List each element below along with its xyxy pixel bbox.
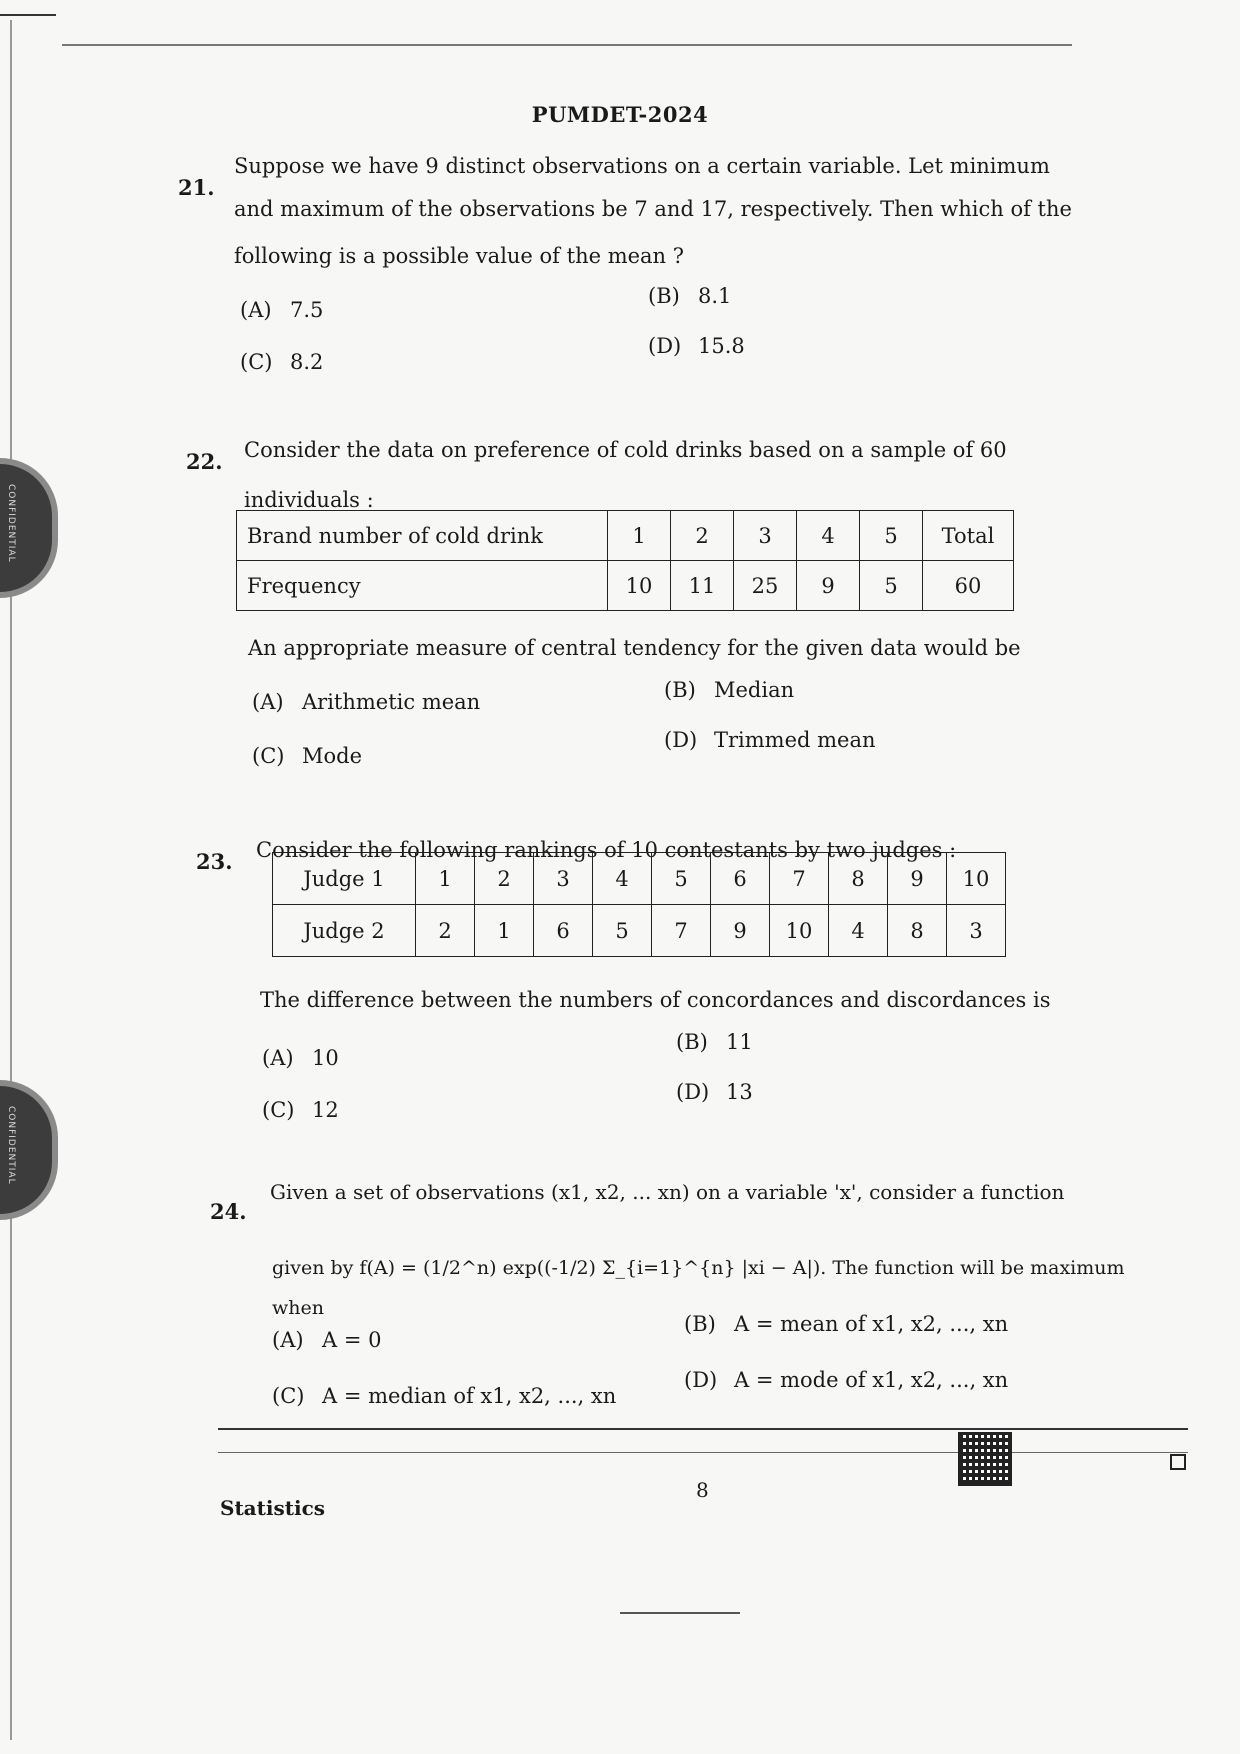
option-text: 11: [726, 1030, 753, 1054]
table-cell: 10: [947, 853, 1006, 905]
option-a[interactable]: [252, 690, 480, 714]
table-cell: 1: [608, 511, 671, 561]
option-text: 7.5: [290, 298, 324, 322]
table-cell: 2: [416, 905, 475, 957]
table-cell: 4: [593, 853, 652, 905]
table-cell: 5: [652, 853, 711, 905]
option-text: 8.1: [698, 284, 732, 308]
question-text-line: Consider the data on preference of cold drinks based on a sample of 60: [244, 438, 1007, 462]
question-text-line: given by f(A) = (1/2^n) exp((-1/2) Σ_{i=1}^{n} |xi − A|). The function will be maximum when: [272, 1257, 1125, 1319]
confidential-seal-top: [0, 458, 58, 598]
table-cell: 9: [797, 561, 860, 611]
table-cell: 1: [475, 905, 534, 957]
table-row: [273, 853, 1006, 905]
option-label: (A): [252, 690, 284, 714]
table-cell: 5: [860, 561, 923, 611]
table-cell: 2: [475, 853, 534, 905]
table-cell: 5: [593, 905, 652, 957]
option-label: (D): [648, 334, 682, 358]
option-label: (A): [240, 298, 272, 322]
question-text-line: following is a possible value of the mean ?: [234, 244, 685, 268]
table-cell: 25: [734, 561, 797, 611]
option-c[interactable]: [272, 1384, 616, 1408]
table-cell: 2: [671, 511, 734, 561]
table-row: [237, 561, 1014, 611]
option-label: (C): [240, 350, 273, 374]
option-label: (D): [684, 1368, 718, 1392]
table-cell: Judge 1: [273, 853, 416, 905]
question-text-line: Given a set of observations (x1, x2, ... xn) on a variable 'x', consider a function: [270, 1180, 1065, 1204]
table-cell: 4: [797, 511, 860, 561]
seal-text: CONFIDENTIAL: [6, 484, 16, 563]
option-text: Mode: [302, 744, 363, 768]
table-cell: 7: [770, 853, 829, 905]
question-number: 22.: [186, 449, 223, 474]
footer-subject: Statistics: [220, 1496, 326, 1520]
option-text: 15.8: [698, 334, 745, 358]
table-cell: 6: [534, 905, 593, 957]
option-text: 8.2: [290, 350, 324, 374]
top-rule: [62, 44, 1072, 46]
option-text: 13: [726, 1080, 753, 1104]
table-cell: 5: [860, 511, 923, 561]
table-cell: Total: [923, 511, 1014, 561]
table-cell: 11: [671, 561, 734, 611]
option-text: A = mode of x1, x2, ..., xn: [734, 1368, 1009, 1392]
table-cell: 60: [923, 561, 1014, 611]
option-text: A = mean of x1, x2, ..., xn: [734, 1312, 1009, 1336]
option-text: Trimmed mean: [714, 728, 876, 752]
qr-code-icon: [958, 1432, 1012, 1486]
footer-rule-lower: [218, 1452, 1188, 1453]
page-number: 8: [696, 1478, 709, 1502]
table-cell: 10: [770, 905, 829, 957]
option-text: A = median of x1, x2, ..., xn: [322, 1384, 617, 1408]
option-label: (B): [664, 678, 696, 702]
table-cell: Frequency: [237, 561, 608, 611]
table-cell: 3: [947, 905, 1006, 957]
option-label: (B): [684, 1312, 716, 1336]
option-label: (B): [676, 1030, 708, 1054]
seal-text: CONFIDENTIAL: [6, 1106, 16, 1185]
page-header: PUMDET-2024: [531, 102, 709, 127]
top-left-rule: [0, 14, 56, 16]
option-label: (A): [272, 1328, 304, 1352]
question-number: 24.: [210, 1199, 247, 1224]
option-text: Median: [714, 678, 795, 702]
option-a[interactable]: [262, 1046, 339, 1070]
option-label: (C): [262, 1098, 295, 1122]
question-text-line: Consider the following rankings of 10 contestants by two judges :: [256, 838, 957, 862]
option-a[interactable]: [272, 1328, 381, 1352]
table-cell: 8: [829, 853, 888, 905]
table-cell: 1: [416, 853, 475, 905]
table-cell: 8: [888, 905, 947, 957]
table-cell: Judge 2: [273, 905, 416, 957]
question-text-line: individuals :: [244, 488, 374, 512]
square-icon: [1170, 1454, 1186, 1470]
option-label: (D): [676, 1080, 710, 1104]
table-cell: 10: [608, 561, 671, 611]
option-b[interactable]: [648, 284, 731, 308]
option-b[interactable]: [684, 1312, 1008, 1336]
option-text: 10: [312, 1046, 339, 1070]
question-text-line: An appropriate measure of central tendency for the given data would be: [248, 636, 1021, 660]
table-cell: 9: [711, 905, 770, 957]
option-d[interactable]: [684, 1368, 1008, 1392]
table-cell: 4: [829, 905, 888, 957]
table-row: [273, 905, 1006, 957]
table-cell: Brand number of cold drink: [237, 511, 608, 561]
option-b[interactable]: [676, 1030, 753, 1054]
option-c[interactable]: [252, 744, 362, 768]
option-text: A = 0: [322, 1328, 382, 1352]
option-label: (C): [272, 1384, 305, 1408]
question-number: 23.: [196, 849, 233, 874]
table-cell: 3: [734, 511, 797, 561]
option-c[interactable]: [240, 350, 323, 374]
bottom-rule: [620, 1612, 740, 1614]
option-label: (A): [262, 1046, 294, 1070]
option-text: 12: [312, 1098, 339, 1122]
table-cell: 9: [888, 853, 947, 905]
option-text: Arithmetic mean: [302, 690, 481, 714]
option-b[interactable]: [664, 678, 794, 702]
option-label: (B): [648, 284, 680, 308]
judge-rankings-table: [272, 852, 1006, 957]
option-d[interactable]: [664, 728, 876, 752]
table-cell: 7: [652, 905, 711, 957]
option-d[interactable]: [676, 1080, 753, 1104]
question-text-line: and maximum of the observations be 7 and 17, respectively. Then which of the: [234, 197, 1072, 221]
question-number: 21.: [178, 175, 215, 200]
table-row: [237, 511, 1014, 561]
option-label: (D): [664, 728, 698, 752]
question-text-line: Suppose we have 9 distinct observations on a certain variable. Let minimum: [234, 154, 1050, 178]
cold-drink-table: [236, 510, 1014, 611]
question-text-line: The difference between the numbers of concordances and discordances is: [260, 988, 1051, 1012]
footer-rule: [218, 1428, 1188, 1430]
table-cell: 6: [711, 853, 770, 905]
option-d[interactable]: [648, 334, 745, 358]
table-cell: 3: [534, 853, 593, 905]
option-label: (C): [252, 744, 285, 768]
left-margin-line: [10, 20, 12, 1740]
confidential-seal-bottom: [0, 1080, 58, 1220]
option-c[interactable]: [262, 1098, 339, 1122]
option-a[interactable]: [240, 298, 323, 322]
